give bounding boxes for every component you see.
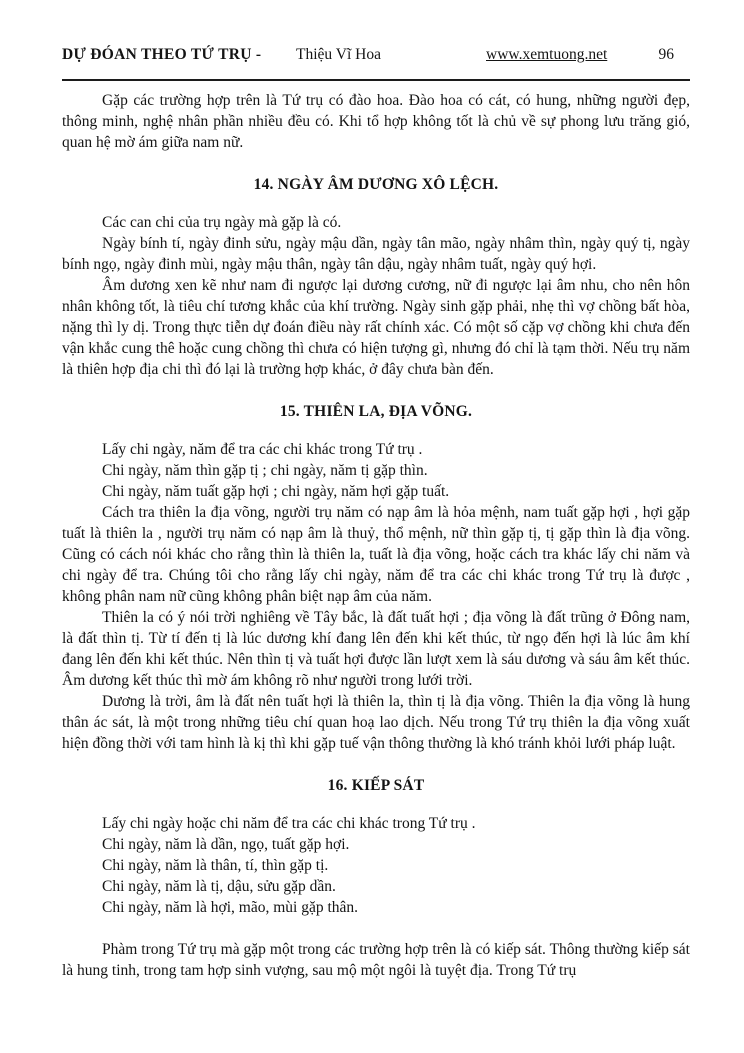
page-body [62,90,690,981]
text-line: Chi ngày, năm là tị, dậu, sửu gặp dần. [102,878,336,895]
paragraph: Cách tra thiên la địa võng, người trụ năm có nạp âm là hỏa mệnh, nam tuất gặp hợi , hợi gặp tuất là thiên la , người trụ năm có nạp âm là thuỷ, thổ mệnh, nữ thìn gặp tị, tị gặp thìn là địa võng. Cũng có cách nói khác cho rằng thìn là thiên la, tuất là địa võng, hoặc cách tra khác lấy chi năm và chi ngày để tra. Chúng tôi cho rằng lấy chi ngày, năm để tra các chi khác trong Tứ trụ là được , không phân nam nữ cũng không phân biệt nạp âm của năm. [62,504,690,605]
text-line: Chi ngày, năm thìn gặp tị ; chi ngày, năm tị gặp thìn. [102,462,428,479]
text-line: Chi ngày, năm là dần, ngọ, tuất gặp hợi. [102,836,350,853]
author-name: Thiệu Vĩ Hoa [296,46,381,63]
page-number: 96 [658,46,674,63]
text-line: Các can chi của trụ ngày mà gặp là có. [102,214,342,231]
text-line: Chi ngày, năm là hợi, mão, mùi gặp thân. [102,899,359,916]
intro-paragraph: Gặp các trường hợp trên là Tứ trụ có đào hoa. Đào hoa có cát, có hung, những người đẹp, thông minh, nghệ nhân phần nhiều đều có. Khi tổ hợp không tốt là chủ về sự phong lưu trăng gió, quan hệ mờ ám giữa nam nữ. [62,92,690,151]
website-link[interactable]: www.xemtuong.net [486,46,608,63]
paragraph: Âm dương xen kẽ như nam đi ngược lại dương cương, nữ đi ngược lại âm nhu, cho nên hôn nhân không tốt, là tiêu chí tương khắc của khí trường. Ngày sinh gặp phải, nhẹ thì vợ chồng bất hòa, nặng thì ly dị. Trong thực tiễn dự đoán điều này rất chính xác. Có một số cặp vợ chồng khi chưa đến vận khắc cung thê hoặc cung chồng thì chưa có hiện tượng gì, nhưng đó chỉ là tạm thời. Nếu trụ năm là thiên hợp địa chi thì đó lại là trường hợp khác, ở đây chưa bàn đến. [62,277,690,378]
book-title: DỰ ĐÓAN THEO TỨ TRỤ - [62,46,262,63]
paragraph: Ngày bính tí, ngày đinh sửu, ngày mậu dần, ngày tân mão, ngày nhâm thìn, ngày quý tị, ngày bính ngọ, ngày đinh mùi, ngày mậu thân, ngày tân dậu, ngày nhâm tuất, ngày quý hợi. [62,235,690,273]
section-heading-15: 15. THIÊN LA, ĐỊA VÕNG. [279,403,473,420]
text-line: Chi ngày, năm là thân, tí, thìn gặp tị. [102,857,329,874]
section-heading-16: 16. KIẾP SÁT [327,777,425,794]
text-line: Lấy chi ngày, năm để tra các chi khác trong Tứ trụ . [102,441,423,458]
paragraph: Phàm trong Tứ trụ mà gặp một trong các trường hợp trên là có kiếp sát. Thông thường kiếp sát là hung tinh, trong tam hợp sinh vượng, sau mộ một ngôi là tuyệt địa. Trong Tứ trụ [62,941,690,979]
paragraph: Thiên la có ý nói trời nghiêng về Tây bắc, là đất tuất hợi ; địa võng là đất trũng ở Đông nam, là đất thìn tị. Từ tí đến tị là lúc dương khí đang lên đến khi kết thúc, từ ngọ đến hợi là lúc âm khí đang lên đến khi kết thúc. Nên thìn tị và tuất hợi được lần lượt xem là sáu dương và sáu âm kết thúc. Âm dương kết thúc thì mờ ám không rõ như người trong lưới trời. [62,609,690,689]
header-divider [62,79,690,81]
text-line: Lấy chi ngày hoặc chi năm để tra các chi khác trong Tứ trụ . [102,815,476,832]
paragraph: Dương là trời, âm là đất nên tuất hợi là thiên la, thìn tị là địa võng. Thiên la địa võng là hung thân ác sát, là một trong những tiêu chí quan hoạ lao dịch. Nếu trong Tứ trụ thiên la địa võng xuất hiện đồng thời với tam hình là kị thì khi gặp tuế vận thông thường là khó tránh khỏi lưới pháp luật. [62,693,690,752]
page-header [62,46,690,70]
text-line: Chi ngày, năm tuất gặp hợi ; chi ngày, năm hợi gặp tuất. [102,483,450,500]
section-heading-14: 14. NGÀY ÂM DƯƠNG XÔ LỆCH. [253,176,499,193]
